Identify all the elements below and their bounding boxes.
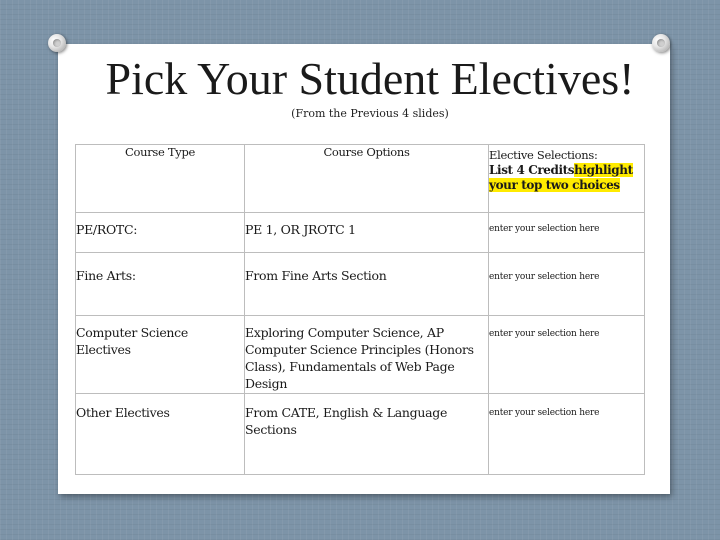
header-top-two: your top two choices xyxy=(489,178,620,192)
header-highlight-word: highlight xyxy=(574,163,633,177)
row-course-options: PE 1, OR JROTC 1 xyxy=(245,213,489,253)
row-course-type: Other Electives xyxy=(76,393,245,474)
row-selection-field[interactable]: enter your selection here xyxy=(489,393,645,474)
header-list-credits: List 4 Credits xyxy=(489,163,575,177)
header-selections-label: Elective Selections: xyxy=(489,148,598,162)
row-selection-field[interactable]: enter your selection here xyxy=(489,213,645,253)
row-course-options: From Fine Arts Section xyxy=(245,252,489,315)
table-row xyxy=(76,213,645,253)
row-course-options: Exploring Computer Science, AP Computer Science Principles (Honors Class), Fundamentals of Web Page Design xyxy=(245,315,489,393)
row-selection-field[interactable]: enter your selection here xyxy=(489,315,645,393)
header-elective-selections xyxy=(489,145,645,213)
table-row xyxy=(76,315,645,393)
row-course-type: PE/ROTC: xyxy=(76,213,245,253)
push-pin-right-icon xyxy=(652,34,670,52)
page-title: Pick Your Student Electives! xyxy=(105,53,635,104)
header-selections-instructions xyxy=(489,163,644,193)
row-selection-field[interactable]: enter your selection here xyxy=(489,252,645,315)
electives-table xyxy=(75,144,645,475)
header-course-options: Course Options xyxy=(245,145,489,213)
row-course-type: Computer Science Electives xyxy=(76,315,245,393)
push-pin-left-icon xyxy=(48,34,66,52)
table-row xyxy=(76,393,645,474)
page-subtitle: (From the Previous 4 slides) xyxy=(291,107,449,120)
table-header-row xyxy=(76,145,645,213)
header-course-type: Course Type xyxy=(76,145,245,213)
row-course-options: From CATE, English & Language Sections xyxy=(245,393,489,474)
row-course-type: Fine Arts: xyxy=(76,252,245,315)
table-row xyxy=(76,252,645,315)
